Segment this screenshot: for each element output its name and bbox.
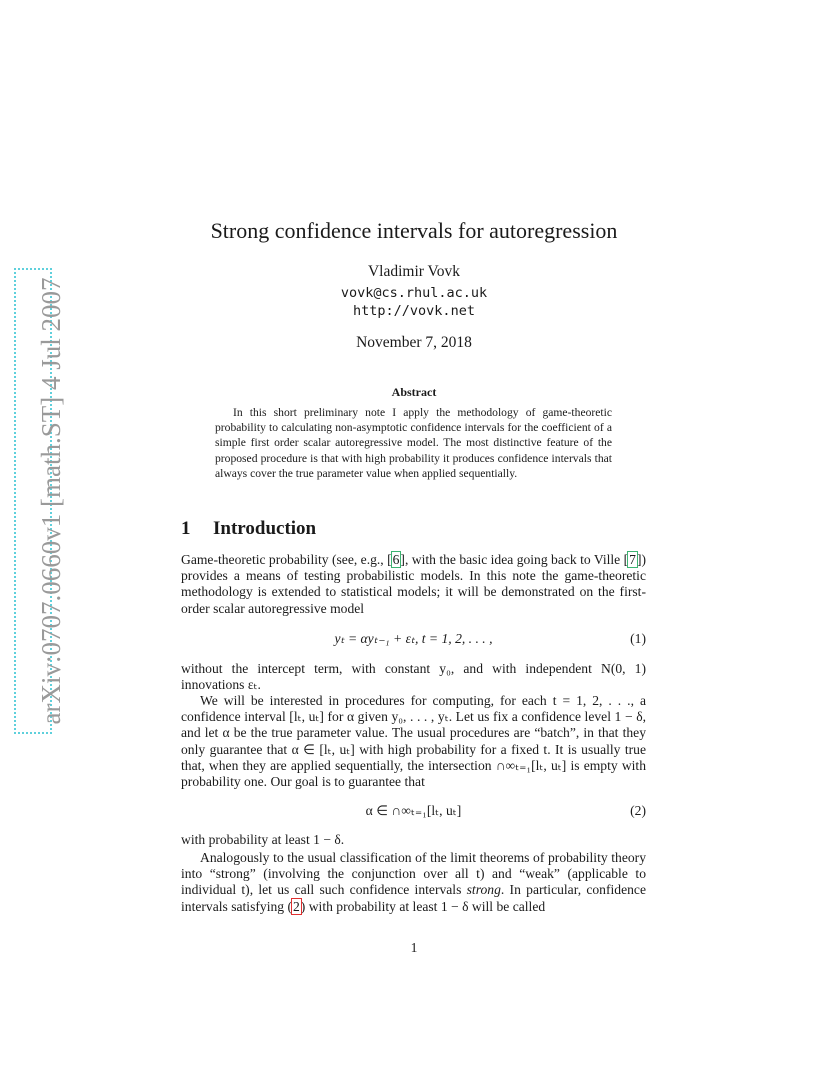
equation-number: (2) <box>630 803 646 818</box>
intro-paragraph-1: Game-theoretic probability (see, e.g., [6], with the basic idea going back to Ville [7]) provides a means of testing probabilistic models. In this note the game-theoretic methodology is extended to statistical models; it will be demonstrated on the first-order scalar autoregressive model <box>181 552 646 616</box>
abstract-heading: Abstract <box>391 385 437 399</box>
equation-reference-link[interactable]: 2 <box>293 898 300 914</box>
arxiv-stamp: arXiv:0707.0660v1 [math.ST] 4 Jul 2007 <box>36 277 66 725</box>
intro-paragraph-4: with probability at least 1 − δ. <box>181 832 345 847</box>
emphasis-text: strong <box>466 882 501 898</box>
equation-number: (1) <box>630 631 646 646</box>
author-name: Vladimir Vovk <box>367 263 460 280</box>
paper-title: Strong confidence intervals for autoregression <box>210 218 618 243</box>
intro-paragraph-2: without the intercept term, with constant y₀, and with independent N(0, 1) innovations εₜ. <box>181 661 646 693</box>
paragraph-text: . In particular, confidence intervals satisfying ( <box>181 882 646 914</box>
paragraph-text: Analogously to the usual classification of the limit theorems of probability theory into “strong” (involving the conjunction over all t) and “weak” (applicable to individual t), let us call such confidence intervals <box>181 850 646 898</box>
paragraph-text: Game-theoretic probability (see, e.g., <box>181 552 388 567</box>
citation-link[interactable]: 6 <box>392 552 400 567</box>
section-number: 1 <box>181 518 191 539</box>
section-title: Introduction <box>213 518 317 539</box>
author-website[interactable]: http://vovk.net <box>353 303 475 319</box>
paragraph-text: ) provides a means of testing probabilistic models. In this note the game-theoretic methodology is extended to statistical models; it will be demonstrated on the first-order scalar autoregressive model <box>181 552 646 616</box>
paragraph-text: , with the basic idea going back to Ville <box>404 552 624 567</box>
citation-link[interactable]: 7 <box>629 552 636 567</box>
intro-paragraph-3: We will be interested in procedures for computing, for each t = 1, 2, . . ., a confidence interval [lₜ, uₜ] for α given y₀, . . . , yₜ. Let us fix a confidence level 1 − δ, and let α be the true parameter value. The usual procedures are “batch”, in that they only guarantee that α ∈ [lₜ, uₜ] with high probability for a fixed t. It is usually true that, when they are applied sequentially, the intersection ∩∞ₜ₌₁[lₜ, uₜ] is empty with probability one. Our goal is to guarantee that <box>181 693 646 790</box>
section-heading <box>181 518 316 540</box>
abstract-text: In this short preliminary note I apply the methodology of game-theoretic probability to calculating non-asymptotic confidence intervals for the coefficient of a simple first order scalar autoregressive model. The most distinctive feature of the proposed procedure is that with high probability it produces confidence intervals that always cover the true parameter value when applied sequentially. <box>215 406 612 480</box>
equation-body: α ∈ ∩∞ₜ₌₁[lₜ, uₜ] <box>365 803 462 818</box>
intro-paragraph-5 <box>181 850 646 915</box>
equation-body: yₜ = αyₜ₋₁ + εₜ, t = 1, 2, . . . , <box>334 631 493 646</box>
page-number: 1 <box>410 940 418 955</box>
paper-date: November 7, 2018 <box>356 334 472 351</box>
paragraph-text: ) with probability at least 1 − δ will be called <box>300 898 546 914</box>
author-email[interactable]: vovk@cs.rhul.ac.uk <box>340 285 488 301</box>
